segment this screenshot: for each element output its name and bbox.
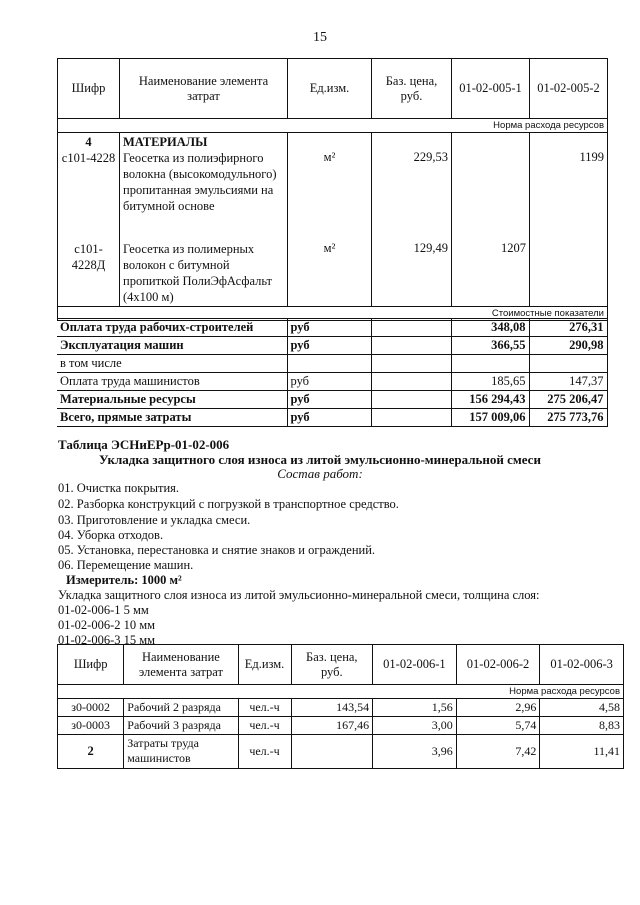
cost-row-v2: 290,98 — [529, 337, 607, 355]
cost-row-unit: руб — [287, 319, 371, 337]
cost-row-name: Оплата труда машинистов — [57, 373, 287, 391]
section-code: 4 — [85, 135, 92, 149]
row-v3: 8,83 — [540, 717, 624, 735]
table-subtitle: Укладка защитного слоя износа из литой эмульсионно-минеральной смеси — [99, 452, 541, 467]
material-rate-1: 1207 — [452, 229, 530, 307]
cost-label: Стоимостные показатели — [58, 306, 608, 320]
row-name: Затраты труда машинистов — [124, 735, 238, 769]
row-unit: чел.-ч — [238, 699, 291, 717]
col-header-rate-2: 01-02-006-2 — [456, 645, 540, 685]
material-rate-1 — [452, 133, 530, 229]
row-unit: чел.-ч — [238, 735, 291, 769]
variant-item: 01-02-006-1 5 мм — [58, 603, 149, 617]
col-header-code: Шифр — [58, 59, 120, 119]
col-header-price: Баз. цена, руб. — [372, 59, 452, 119]
table-title: Таблица ЭСНиЕРр-01-02-006 — [58, 437, 230, 452]
row-v3: 4,58 — [540, 699, 624, 717]
page-number: 15 — [313, 30, 327, 45]
cost-row-name: Эксплуатация машин — [57, 337, 287, 355]
work-item: 05. Установка, перестановка и снятие знаков и ограждений. — [58, 543, 376, 557]
material-unit: м² — [288, 133, 372, 229]
row-v1: 3,96 — [373, 735, 457, 769]
cost-table — [57, 318, 608, 427]
cost-row-v1: 348,08 — [451, 319, 529, 337]
row-price: 167,46 — [291, 717, 373, 735]
resource-table-01-02-006 — [57, 644, 624, 769]
row-v1: 1,56 — [373, 699, 457, 717]
col-header-rate-1: 01-02-006-1 — [373, 645, 457, 685]
norm-label: Норма расхода ресурсов — [58, 119, 608, 133]
work-item: 01. Очистка покрытия. — [58, 481, 180, 495]
row-v2: 2,96 — [456, 699, 540, 717]
cost-row-v1: 157 009,06 — [451, 409, 529, 427]
work-item: 06. Перемещение машин. — [58, 558, 194, 572]
cost-row-unit: руб — [287, 373, 371, 391]
col-header-price: Баз. цена, руб. — [291, 645, 373, 685]
cost-row-unit: руб — [287, 391, 371, 409]
cost-row-v2: 276,31 — [529, 319, 607, 337]
row-v2: 7,42 — [456, 735, 540, 769]
cost-row-name: Оплата труда рабочих-строителей — [57, 319, 287, 337]
cost-row-v2: 275 773,76 — [529, 409, 607, 427]
material-name: Геосетка из полиэфирного волокна (высокомодульного) пропитанная эмульсиями на битумной основе — [123, 151, 277, 213]
row-v2: 5,74 — [456, 717, 540, 735]
row-unit: чел.-ч — [238, 717, 291, 735]
col-header-name: Наименование элемента затрат — [120, 59, 288, 119]
norm-label: Норма расхода ресурсов — [58, 685, 624, 699]
col-header-rate-2: 01-02-005-2 — [530, 59, 608, 119]
col-header-name: Наименование элемента затрат — [124, 645, 238, 685]
row-name: Рабочий 3 разряда — [124, 717, 238, 735]
col-header-unit: Ед.изм. — [238, 645, 291, 685]
material-rate-2 — [530, 229, 608, 307]
work-item: 03. Приготовление и укладка смеси. — [58, 513, 251, 527]
row-price — [291, 735, 373, 769]
row-code: з0-0002 — [58, 699, 124, 717]
cost-row-unit: руб — [287, 409, 371, 427]
col-header-rate-3: 01-02-006-3 — [540, 645, 624, 685]
material-price: 229,53 — [372, 133, 452, 229]
measure-unit: Измеритель: 1000 м² — [66, 573, 182, 587]
section-title: МАТЕРИАЛЫ — [123, 135, 208, 149]
cost-row-v1: 156 294,43 — [451, 391, 529, 409]
col-header-rate-1: 01-02-005-1 — [452, 59, 530, 119]
row-v3: 11,41 — [540, 735, 624, 769]
row-name: Рабочий 2 разряда — [124, 699, 238, 717]
row-code: з0-0003 — [58, 717, 124, 735]
variant-item: 01-02-006-2 10 мм — [58, 618, 156, 632]
works-title: Состав работ: — [277, 466, 363, 481]
row-code: 2 — [58, 735, 124, 769]
resource-table-01-02-005 — [57, 58, 608, 321]
cost-row-v1: 185,65 — [451, 373, 529, 391]
variant-item: 01-02-006-3 15 мм — [58, 633, 156, 647]
material-code: с101-4228Д — [58, 229, 120, 307]
description: Укладка защитного слоя износа из литой эмульсионно-минеральной смеси, толщина слоя: — [58, 588, 540, 602]
col-header-unit: Ед.изм. — [288, 59, 372, 119]
material-code: с101-4228 — [61, 151, 116, 165]
cost-row-v1: 366,55 — [451, 337, 529, 355]
material-rate-2: 1199 — [530, 133, 608, 229]
work-item: 02. Разборка конструкций с погрузкой в транспортное средство. — [58, 497, 399, 511]
cost-row-name: Всего, прямые затраты — [57, 409, 287, 427]
cost-row-v2: 147,37 — [529, 373, 607, 391]
cost-row-name: в том числе — [57, 355, 287, 373]
material-name: Геосетка из полимерных волокон с битумной пропиткой ПолиЭфАсфальт (4х100 м) — [120, 229, 288, 307]
row-v1: 3,00 — [373, 717, 457, 735]
cost-row-v2: 275 206,47 — [529, 391, 607, 409]
col-header-code: Шифр — [58, 645, 124, 685]
cost-row-name: Материальные ресурсы — [57, 391, 287, 409]
work-item: 04. Уборка отходов. — [58, 528, 164, 542]
material-price: 129,49 — [372, 229, 452, 307]
cost-row-unit: руб — [287, 337, 371, 355]
row-price: 143,54 — [291, 699, 373, 717]
material-unit: м² — [288, 229, 372, 307]
